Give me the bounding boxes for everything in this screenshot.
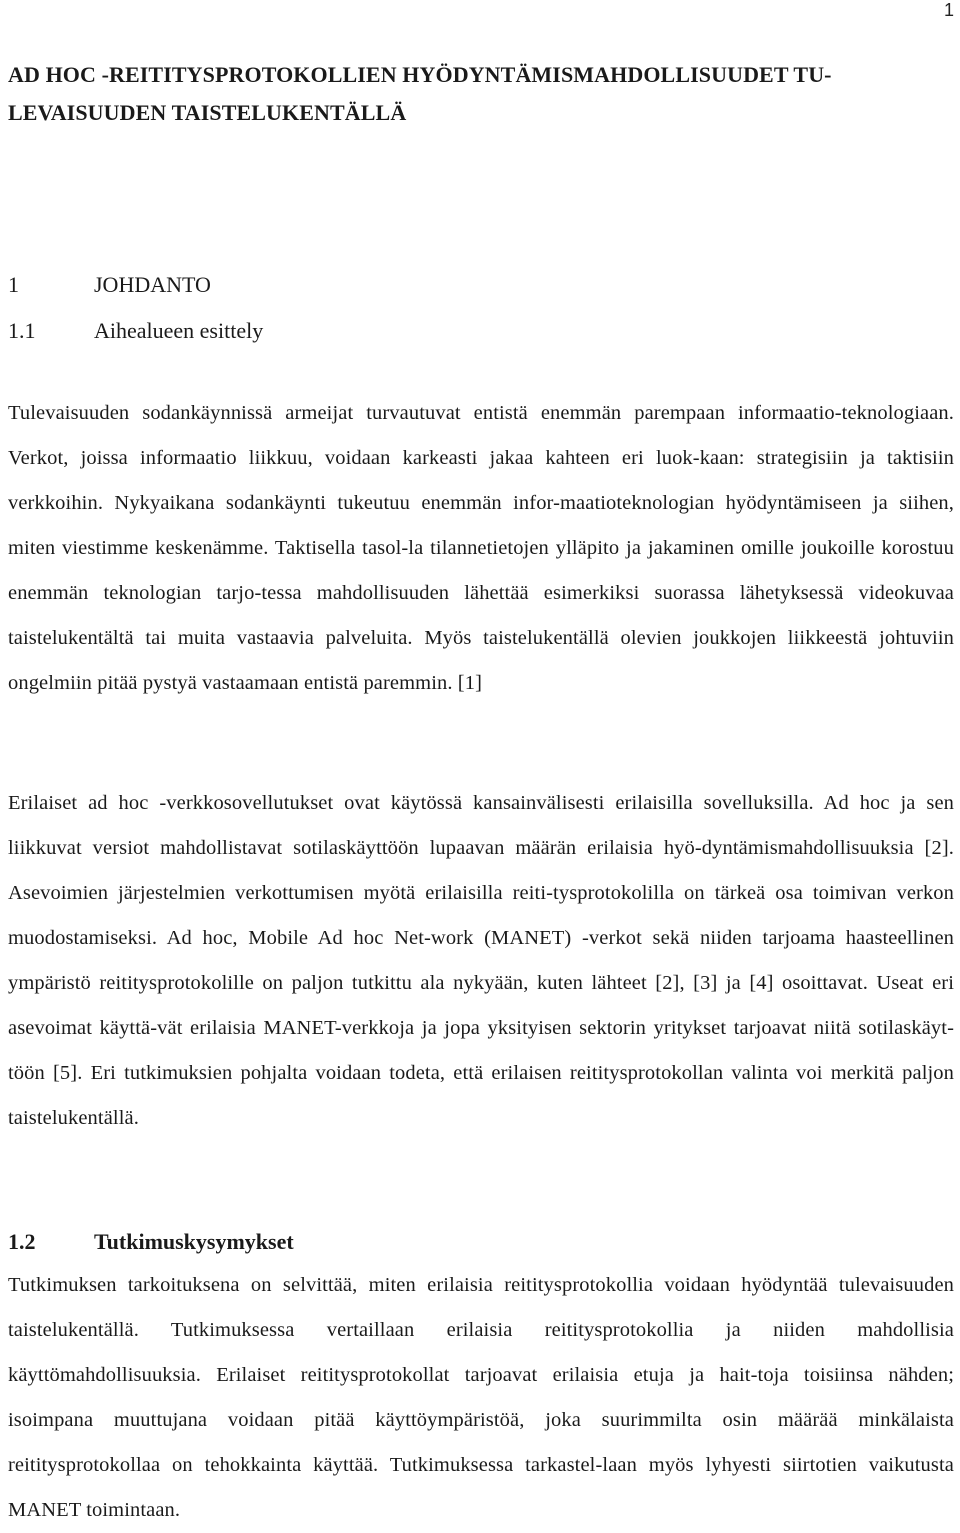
section-title: JOHDANTO [94, 272, 211, 297]
subsection-title: Aihealueen esittely [94, 318, 264, 343]
subsection-heading-aihealueen-esittely [8, 316, 263, 346]
subsection-title: Tutkimuskysymykset [94, 1229, 294, 1254]
section-heading-johdanto [8, 270, 211, 300]
paragraph-intro-2: Erilaiset ad hoc -verkkosovellutukset ovat käytössä kansainvälisesti erilaisilla sovelluksilla. Ad hoc ja sen liikkuvat versiot mahdollistavat sotilaskäyttöön lupaavan määrän erilaisia hyö-dyntämismahdollisuuksia [2]. Asevoimien järjestelmien verkottumisen myötä erilaisilla reiti-tysprotokolilla on tärkeä osa toimivan verkon muodostamiseksi. Ad hoc, Mobile Ad hoc Net-work (MANET) -verkot sekä niiden tarjoama haasteellinen ympäristö reititysprotokolille on paljon tutkittu ala nykyään, kuten lähteet [2], [3] ja [4] osoittavat. Useat eri asevoimat käyttä-vät erilaisia MANET-verkkoja ja jopa yksityisen sektorin yritykset tarjoavat niitä sotilaskäyt-töön [5]. Eri tutkimuksien pohjalta voidaan todeta, että erilaisen reititysprotokollan valinta voi merkitä paljon taistelukentällä. [8, 792, 954, 1129]
section-number: 1 [8, 272, 19, 297]
subsection-number: 1.2 [8, 1229, 36, 1254]
paragraph-intro-1: Tulevaisuuden sodankäynnissä armeijat turvautuvat entistä enemmän parempaan informaatio-teknologiaan. Verkot, joissa informaatio liikkuu, voidaan karkeasti jakaa kahteen eri luok-kaan: strategisiin ja taktisiin verkkoihin. Nykyaikana sodankäynti tukeutuu enemmän infor-maatioteknologian hyödyntämiseen ja siihen, miten viestimme keskenämme. Taktisella tasol-la tilannetietojen ylläpito ja jakaminen omille joukoille korostuu enemmän teknologian tarjo-tessa mahdollisuuden lähettää esimerkiksi suorassa lähetyksessä videokuvaa taistelukentältä tai muita vastaavia palveluita. Myös taistelukentällä olevien joukkojen liikkeestä johtuviin ongelmiin pitää pystyä vastaamaan entistä paremmin. [1] [8, 402, 954, 694]
subsection-heading-tutkimuskysymykset [8, 1227, 294, 1257]
paragraph-research-questions: Tutkimuksen tarkoituksena on selvittää, miten erilaisia reititysprotokollia voidaan hyödyntää tulevaisuuden taistelukentällä. Tutkimuksessa vertaillaan erilaisia reititysprotokollia ja niiden mahdollisia käyttömahdollisuuksia. Erilaiset reititysprotokollat tarjoavat erilaisia etuja ja hait-toja toisiinsa nähden; isoimpana muuttujana voidaan pitää käyttöympäristöä, joka suurimmilta osin määrää minkälaista reititysprotokollaa on tehokkainta käyttää. Tutkimuksessa tarkastel-laan myös lyhyesti siirtotien vaikutusta MANET toimintaan. [8, 1274, 954, 1521]
document-title: AD HOC -REITITYSPROTOKOLLIEN HYÖDYNTÄMISMAHDOLLISUUDET TU-LEVAISUUDEN TAISTELUKENTÄLLÄ [8, 62, 832, 125]
subsection-number: 1.1 [8, 318, 36, 343]
page-number: 1 [943, 0, 954, 20]
